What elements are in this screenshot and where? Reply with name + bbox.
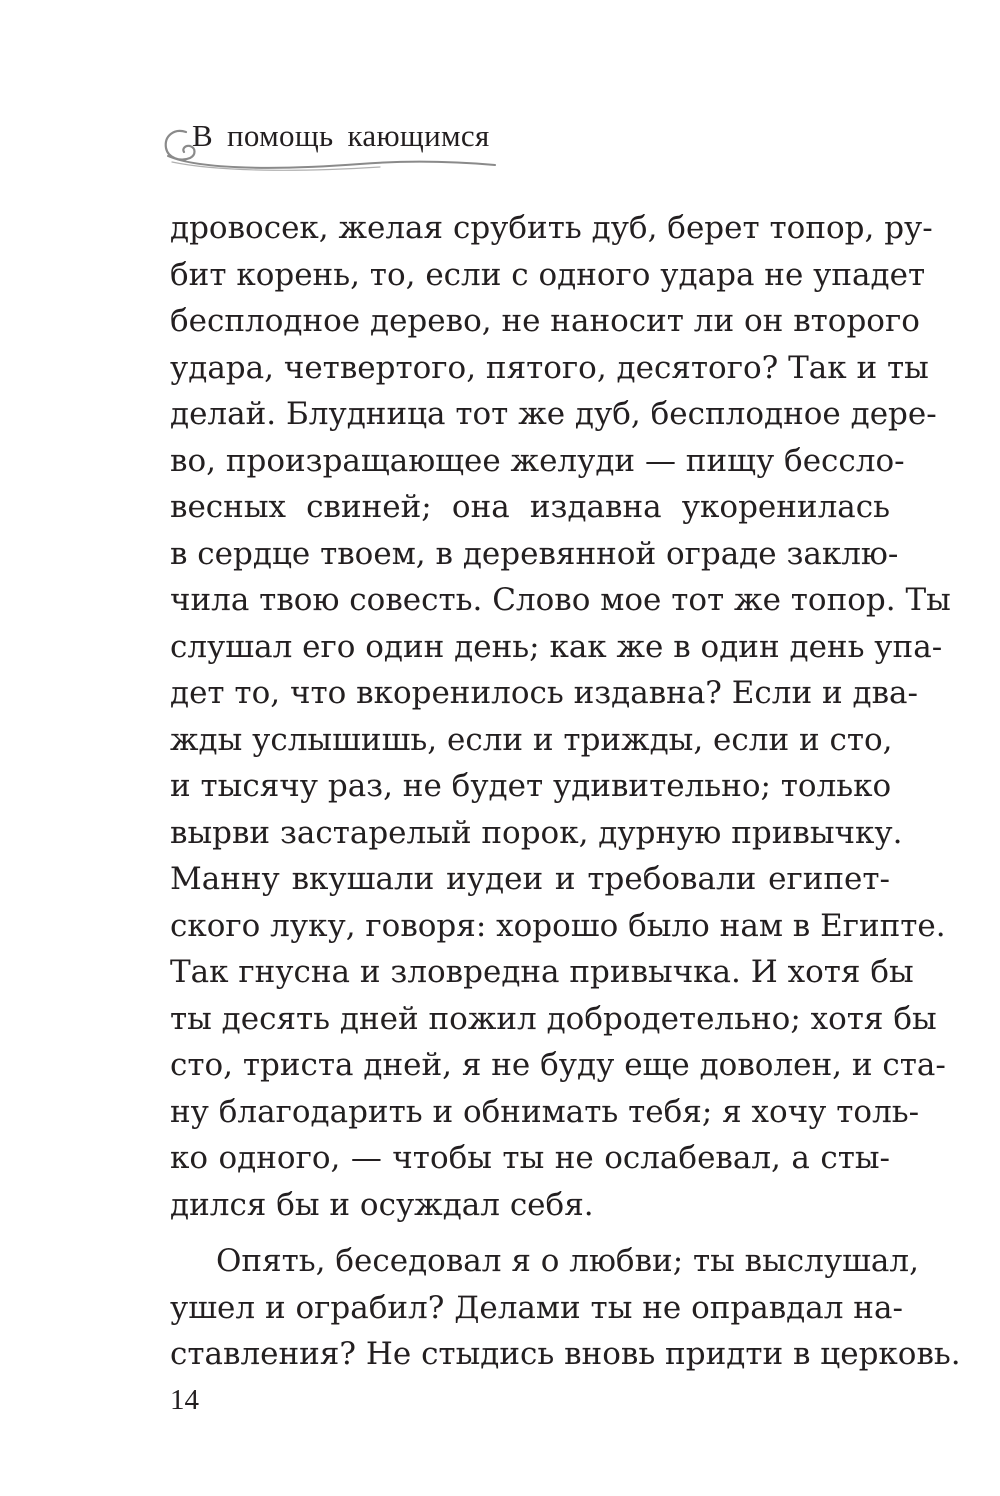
text-line: ставления? Не стыдись вновь придти в церковь. [170,1336,961,1372]
text-line: ко одного, — чтобы ты не ослабевал, а сты- [170,1140,890,1176]
text-line: дился бы и осуждал себя. [170,1186,594,1223]
text-line: и тысячу раз, не будет удивительно; только [170,768,892,804]
text-line: сто, триста дней, я не буду еще доволен, и ста- [170,1047,946,1083]
text-line: вырви застарелый порок, дурную привычку. [170,814,903,851]
text-line: ушел и ограбил? Делами ты не оправдал на- [170,1289,903,1326]
text-line: в сердце твоем, в деревянной ограде заклю- [170,535,899,572]
body-text [170,205,961,1378]
text-line: бесплодное дерево, не наносит ли он второго [170,303,920,339]
text-line: весных свиней; она издавна укоренилась [170,489,890,525]
text-line: дет то, что вкоренилось издавна? Если и два- [170,675,918,711]
text-line: бит корень, то, если с одного удара не упадет [170,256,926,293]
text-line: Так гнусна и зловредна привычка. И хотя бы [170,954,914,990]
text-line: чила твою совесть. Слово мое тот же топор. Ты [170,582,951,618]
text-line: слушал его один день; как же в один день упа- [170,628,943,665]
text-line: Манну вкушали иудеи и требовали египет- [170,861,890,897]
text-line: во, произращающее желуди — пищу бессло- [170,442,905,479]
running-head-title: В помощь кающимся [192,118,490,153]
text-line: удара, четвертого, пятого, десятого? Так и ты [170,349,929,386]
text-line: ты десять дней пожил добродетельно; хотя бы [170,1000,937,1037]
paragraph-2 [170,1238,961,1378]
text-line: ского луку, говоря: хорошо было нам в Египте. [170,907,946,944]
paragraph-gap [170,1228,890,1238]
text-line: дровосек, желая срубить дуб, берет топор, ру- [170,210,933,246]
text-line: Опять, беседовал я о любви; ты выслушал, [216,1243,919,1279]
paragraph-1 [170,205,951,1228]
text-line: ну благодарить и обнимать тебя; я хочу толь- [170,1093,920,1130]
running-head [160,118,580,174]
text-line: жды услышишь, если и трижды, если и сто, [170,721,893,758]
text-line: делай. Блудница тот же дуб, бесплодное дере- [170,396,937,432]
page-number: 14 [170,1384,199,1416]
